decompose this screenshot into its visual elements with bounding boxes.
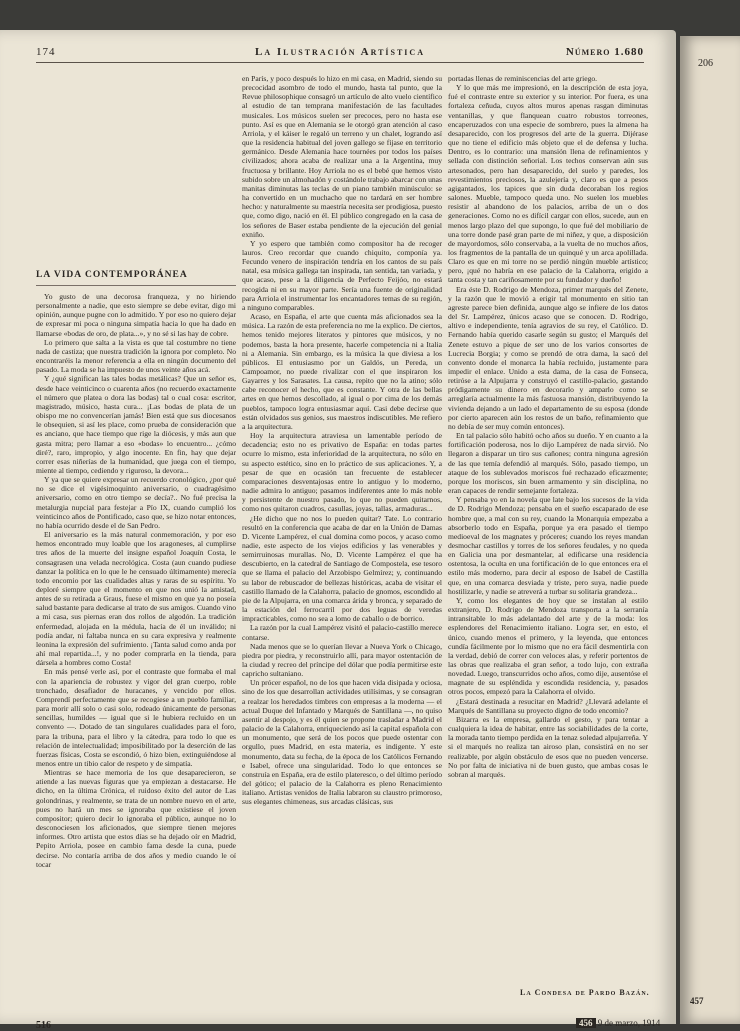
- magazine-title: La Ilustración Artística: [255, 46, 425, 58]
- paragraph: En más pensé verle así, por el contraste que formaba el mal con la apariencia de robustez y vigor del gran cuerpo, roble tronchado, desafiador de huracanes, y vencido por ellos. Comprendí perfectamente que se recogiese a un pueblo familiar, para morir allí solo o casi solo, rodeado únicamente de personas sencillas, humildes — igual que si le hubiera recluido en un convento —. Dotado de tan singulares cualidades para el foro, para la tribuna, para el libro y la cátedra, para todo lo que es relación de intelectualidad; imposibilitado por la deserción de las fuerzas físicas, Costa se escondió, ó hizo bien, extinguiéndose al menos entre un tibio calor de respeto y de simpatía.: [36, 667, 236, 768]
- paragraph: Y, como los elegantes de hoy que se instalan al estilo extranjero, D. Rodrigo de Mendoza transporta a la serranía intransitable lo más adelantado del arte y de la moda: los esplendores del Renacimiento italiano. Logra ser, en esto, el único, cuando menos el primero, y la leyenda, que entonces cundía fácilmente por lo mismo que no era fácil desmentirla con la verdad, debió de correr con veloces alas, y referir portentos de las obras que realizaba el gran señor, a todo lujo, con extraña novedad. Luego, transcurridos ocho años, como dije, ausentóse el magnate de su espléndida y escondida residencia, y, pasados otros pocos, empezó para la Calahorra el olvido.: [448, 595, 648, 697]
- paragraph: Yo gusto de una decorosa franqueza, y no hiriendo personalmente a nadie, que esto siempre se debe evitar, digo mi opinión, aunque pugne con lo admitido. Y por eso no quiero dejar de expresar mi poca o ninguna simpatía hacia lo que ha dado en llamarse «bodas de oro, de plata...», y no sé si las hay de cobre.: [36, 292, 236, 338]
- adjacent-page-bottom-number: 457: [690, 996, 704, 1006]
- paragraph: Un prócer español, no de los que hacen vida disipada y ociosa, sino de los que desarrollan actividades utilísimas, y se consagran a realzar los heredados timbres con empresas a la moderna — el actual Duque del Infantado y Marqués de Santillana —, no quiso asentir al despojo, y es él quien se propone trasladar a Madrid el palacio de la Calahorra, enriqueciendo así la capital española con un monumento, que será de los pocos que puede ostentar con orgullo, pues Madrid, en esta materia, es indigente. Y este monumento, data su fecha, de la época de los Católicos Fernando e Isabel, ofrece una singularidad. Todo lo que entonces se construía en España, era de estilo plateresco, o del último período del gótico; el palacio de la Calahorra es pleno Renacimiento italiano. Artistas venidos de Italia labraron su claustro primoroso, sus elegantes chimeneas, sus arcadas clásicas, sus: [242, 678, 442, 807]
- section-title: LA VIDA CONTEMPORÁNEA: [36, 270, 188, 280]
- paragraph: ¿Estará destinada a resucitar en Madrid? ¿Llevará adelante el Marqués de Santillana su proyecto digno de todo encomio?: [448, 696, 648, 715]
- footer-page-number: 516: [36, 1020, 51, 1031]
- paragraph: Acaso, en España, el arte que cuenta más aficionados sea la música. La razón de esta preferencia no me la explico. De ciertos, hemos tenido mejores literatos y pintores que músicos, y no podemos, basta la hora presente, hacerle competencia ni a Italia ni a Alemania. Sin embargo, es la música la que diviesa a los públicos. El entusiasmo por un Galdós, un Pereda, un Campoamor, no puede rivalizar con el que inspiraron los Gayarres y los Sarasates. La causa, repito que no la atino; sólo cabe reconocer el hecho, que es constante. Y otra de las bellas artes en que hemos descollado, al igual o por cima de los demás pueblos, tampoco logra entusiasmar aquí. Casi debe decirse que están olvidados sus genios, sus maestros indiscutibles. Me refiero a la arquitectura.: [242, 312, 442, 431]
- paragraph: La razón por la cual Lampérez visitó el palacio-castillo merece contarse.: [242, 623, 442, 642]
- paragraph: en París, y poco después lo hizo en mi casa, en Madrid, siendo su precocidad asombro de todo el mundo, hasta tal punto, que la Revue philosophique consagró un artículo de alto vuelo científico al estudio de tan temprana manifestación de las facultades musicales. Los músicos suelen ser precoces, pero no hasta ese punto. Así es que en Alemania se le otorgó gran atención al caso Arriola, y el káiser le regaló un terreno y un chalet, logrando así que la residencia habitual del joven gallego se fijase en territorio germánico. Desde Alemania hace tournées por todos los países civilizados; ahora acaba de realizar una a la Argentina, muy fructuosa y brillante. Hoy Arriola no es el bebé que hemos visto subido sobre un almohadón y costándole trabajo abarcar con unas manitas diminutas las teclas de un piano también minúsculo: se ha convertido en un muchacho que no tardará en ser hombre hecho: y naturalmente su maestría necesita ser prodigiosa, puesto que, como digo, nació en él. El público congregado en la casa de los señores de Baser estaba pendiente de la ejecución del genial exniño.: [242, 74, 442, 239]
- footer-date-text: 9 de marzo, 1914: [597, 1018, 661, 1028]
- paragraph: Y ¿qué significan las tales bodas metálicas? Que un señor es, desde hace veinticinco o cuarenta años (no recuerdo exactamente el número que plateа o dora las bodas) tal o cual cosa: escritor, magistrado, músico, hasta cura... ¡Las bodas de plata de un obispo me no convencerían jamás! Bien está que sus diocesanos le obsequien, si así les place, como prueba de consideración que es anciano, que hace tiempo que rige la diócesis, y más aun que gasta mitra; pero llamar a eso «bodas» lo encuentro... ¿cómo diré?, raro, impropio, y algo inocente. En fin, hay que dejar correr esas niñerías de la humanidad, que juega con el tiempo, miente al tiempo, cediendo y riguroso, la devora...: [36, 374, 236, 475]
- paragraph: Era éste D. Rodrigo de Mendoza, primer marqués del Zenete, y la razón que le movió a erigir tal monumento en sitio tan agreste parece bien definida, aunque algo se infiere de los datos del Sr. Lampérez, únicos acaso que se conocen. D. Rodrigo, altivo e independiente, tenía agravios de su rey, el Católico. D. Fernando había querido casarle según su gusto; el Marqués del Zenete estuvo a pique de ser uno de los varios consortes de Lucrecia Borgia; y como se prendó de otra dama, la sacó del convento donde el monarca la había recluido, justamente para impedir el enlace. Unido a esta dama, de la casa de Fonseca, retiróse a la Alpujarra y construyó el castillo-palacio, gastando pródigamente su dinero en decorarlo y amparlo como se arreglaría actualmente la más fastuosa mansión, distribuyendo la vivienda dejando a un lado el departamento de su esposa (donde por cierto aparecen aún los restos de un baño, refinamiento que no debía de ser muy común entonces).: [448, 284, 648, 431]
- paragraph: Y ya que se quiere expresar un recuerdo cronológico, ¿por qué no se dice el vigésimoquinto aniversario, o cuadragésimo aniversario, como en otro tiempo se decía?.. No fué precisa la metalurgia nupcial para festejar a Pío IX, cuando cumplió los veinticinco años de Pontificado, caso que, se hizo notar entonces, no había ocurrido desde el de San Pedro.: [36, 475, 236, 530]
- footer-badge: 456: [576, 1018, 596, 1028]
- adjacent-page-number: 206: [698, 58, 713, 69]
- article-column-2: [242, 74, 442, 807]
- magazine-page: [0, 30, 676, 1031]
- paragraph: Y lo que más me impresionó, en la descripción de esta joya, fué el contraste entre su exterior y su interior. Por fuera, es una fortaleza ceñuda, cuyos altos muros apenas rasgan diminutas ventanillas, y que flanquean cuatro robustos torreones, encaperuzados con una especie de sombrero, pues la almena ha desaparecido, con los progresos del arte de la guerra. Dijérase que no tiene el edificio más objeto que el de defensa y lucha. Dentro, es lo contrario: una mansión llena de refinamientos y sellada con distinción señorial. Los techos conservan aún sus artesonados, pero han desaparecido, del suelo y paredes, los revestimientos preciosos, la azulejería y, claro es que a pesos agigantados, los tapices que sin duda decoraban los regios salones. Mueble, tampoco queda uno. No suelen los muebles resistir al abandono de los palacios, arriba de un o dos generaciones. Como no es difícil cargar con ellos, sucede, aun en menos largo plazo del que supongo, lo que fué del mobiliario de una torre donde pasé gran parte de mi niñez, y que, a disposición de mayordomos, sólo conservaba, a la vuelta de no muchos años, los fragmentos de la pantalla de un quinqué y un arca apolillada. Claro es que en mi torre no se perdió ningún mueble artístico; pero, ¡qué no habría en ese palacio de la Calahorra, erigido a tanta costa y tan cariñosamente por su fundador y dueño!: [448, 83, 648, 285]
- article-column-3: [448, 74, 648, 779]
- paragraph: Nada menos que se lo querían llevar a Nueva York o Chicago, piedra por piedra, y reconstruirlo allí, para mayor ostentación de la ciudad y recreo del príncipe del dólar que podía permitirse este capricho sultaniano.: [242, 641, 442, 679]
- paragraph: Lo primero que salta a la vista es que tal costumbre no tiene nada de castiza; que nuestra tradición la ignora por completo. No encontraréis la menor referencia a ella en ningún documento del pasado. La moda se ha impuesto de unos veinte años acá.: [36, 337, 236, 375]
- paragraph: Bizarra es la empresa, gallardo el gesto, y para tentar a cualquiera la idea de habitar, entre las sociabilidades de la corte, la morada tanto tiempo perdida en la tenaz soledad alpujarreña. Y si el marqués no realiza tan airoso plan, consistirá en no ser realizable, por algún obstáculo de esos que no pueden vencerse. No por falta de iniciativa ni de buen gusto, que ambas cosas le sobran al marqués.: [448, 714, 648, 779]
- article-column-1: [36, 292, 236, 869]
- paragraph: ¿He dicho que no nos lo pueden quitar? Tate. Lo contrario resultó en la conferencia que acaba de dar en la Unión de Damas D. Vicente Lampérez, el cual domina como pocos, y acaso como nadie, este aspecto de los viejos edificios y las venerables y semirruinosas murallas. No, D. Vicente Lampérez el que ha descubierto, en la catedral de Santiago de Compostela, ese tesoro que se llama el palacio del Arzobispo Gelmírez; y, continuando su labor de rebuscador de bellezas históricas, acaba de visitar el castillo llamado de la Calahorra, palacio de gnomos, escondido al pie de la Alpujarra, en una comarca árida y bronca, y separado de la estación del ferrocarril por dos leguas de veredas impracticables, como no sea a lomo de caballo o de borrico.: [242, 513, 442, 624]
- page-number: 174: [36, 46, 56, 58]
- author-signature: La Condesa de Pardo Bazán.: [520, 988, 650, 997]
- issue-number: Número 1.680: [565, 46, 644, 58]
- page-header: [36, 46, 644, 63]
- footer-date: [576, 1018, 660, 1028]
- paragraph: portadas llenas de reminiscencias del arte griego.: [448, 74, 598, 83]
- section-divider: [36, 285, 236, 286]
- paragraph: El aniversario es la más natural conmemoración, y por eso hemos encontrado muy loable que los aragoneses, al cumplirse tres años de la muerte del insigne español Joaquín Costa, le consagrasen una velada necrológica. Costa (aun cuando pudiese danzar la política en lo que le he censuado últimamente) merecía todo encomio por las cualidades altas y raras de su espíritu. Yo deploré siempre que el momento en que nos unió la amistad, antes de su retirada a Graus, fuese el mismo en que ya no poseía salud bastante para dedicarse al trato de sus amigos. Cuando vino a mi casa, sus piernas eran dos rollos de algodón. La tradición enfermedad, alojada en la médula, hacía de él un inválido; ni podía andar, ni faltaba nunca en su cara expresiva y realmente leonina la expresión del sufrimiento. ¡Tanta salud como anda por ahí mal repartida...!, y no poder comprarla en la tienda, para dársela a hombres como Costa!: [36, 530, 236, 668]
- paragraph: Hoy la arquitectura atraviesa un lamentable período de decadencia; esto no es privativo de España: en todas partes ocurre lo mismo, esta inferioridad de la arquitectura, no sólo en su aspecto estético, sino en lo práctico de sus aplicaciones. Y, a pesar de que en ocasión tan frecuente de establecer comparaciones desventajosas entre lo antiguo y lo moderno, nadie admira lo antiguo; pasamos indiferentes ante lo más noble y persistente de nuestro pasado, lo que no pueden quitarnos, como nos quitaron cuadros, casullas, joyas, tallas, armaduras...: [242, 431, 442, 514]
- paragraph: En tal palacio sólo habitó ocho años su dueño. Y en cuanto a la fortificación poderosa, nos lo dijo Lampérez de nada sirvió. No llegaron a disparar un tiro sus cañones; contra ninguna agresión de las que temía defendió al marqués. Sólo, pasado tiempo, un ataque de los sublevados moriscos fué rechazado eficazmente; porque los moriscos, sin buen armamento y sin disciplina, no eran capaces de rendir semejante fortaleza.: [448, 431, 648, 496]
- paragraph: Y yo espero que también como compositor ha de recoger lauros. Creo recordar que cuando chiquito, componía ya. Fecundo venero de inspiración tendría en los cantos de su país natal, esa música gallega tan inspirada, tan sentida, tan variada, y que acaso, pese a la diligencia de Perfecto Feijóo, no estará recogida ni en su mayor parte. Sería una fuente de originalidad para Arriola el instrumentar los encantadores temas de su región, a ninguno comparables.: [242, 238, 442, 312]
- adjacent-page: [680, 36, 740, 1024]
- paragraph: Mientras se hace memoria de los que desaparecieron, se atiende a las nuevas figuras que ya empiezan a destacarse. He dicho, en la última Crónica, el ruidoso éxito del autor de Las golondrinas, y realmente, se trata de un nombre nuevo en el arte, pues no hará un mes se ignoraba que existiese el joven compositor; quiero decir lo ignoraba el público, aunque no lo desconociesen los aficionados, que siempre tienen mejores informes. Otro artista que estos días se ha dejado oír en Madrid, Pepito Arriola, posee en cambio fama desde la cuna, puede decirse. No contaría arriba de dos años y medio cuando le oí tocar: [36, 768, 236, 869]
- paragraph: Y pensaba yo en la novela que late bajo los sucesos de la vida de D. Rodrigo Mendoza; pensaba en el sueño escaparado de ese hombre que, a mal con su rey, cuando la Monarquía empezaba a absorberlo todo en España, porque ya era pasado el tiempo medioeval de los magnates y próceres; cuando los reyes mandan desmochar castillos y torres de los señores feudales, y no queda en Galicia una por desmantelar, al edificarse una residencia ostentosa, la oculta en una fortificación de lo que entonces era el estilo más moderno, para decir al esposo de Isabel de Castilla que, en una comarca desviada y triste, pero suya, nadie puede hostilizarle, y nadie se atreverá a turbar su solitaria grandeza...: [448, 495, 648, 596]
